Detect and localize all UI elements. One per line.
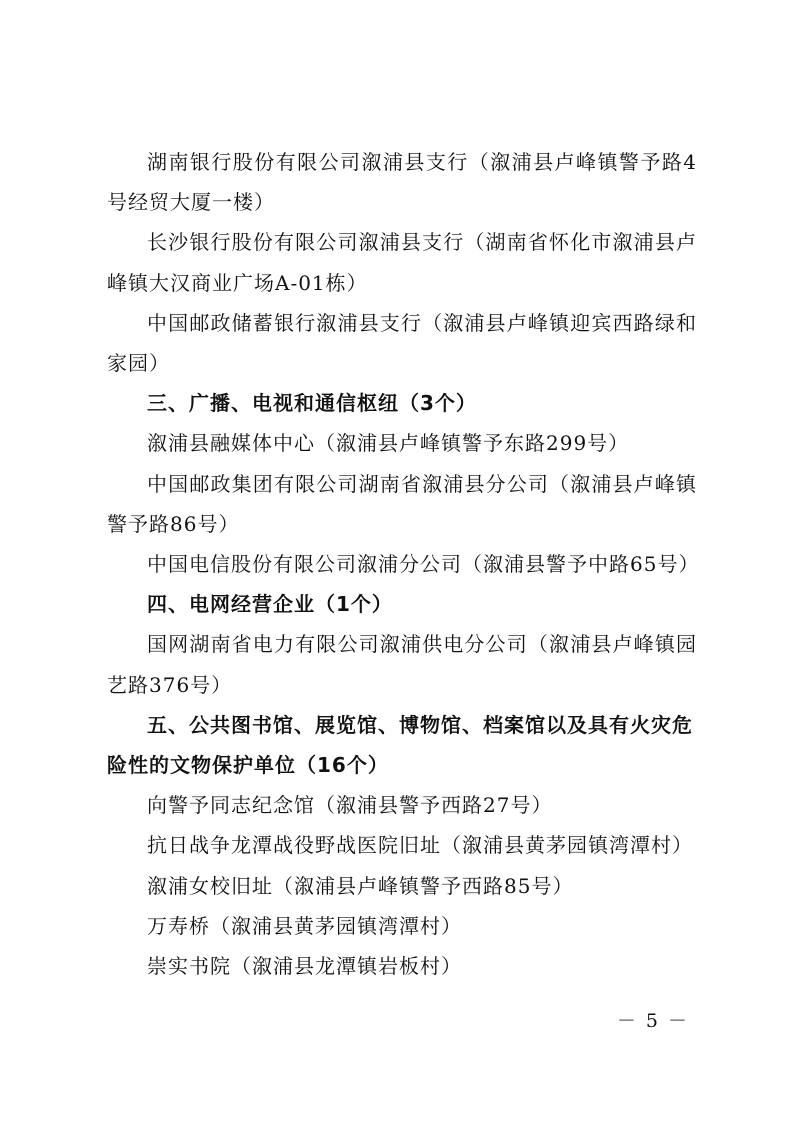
list-item-hunan-bank: 湖南银行股份有限公司溆浦县支行（溆浦县卢峰镇警予路4号经贸大厦一楼） bbox=[107, 150, 697, 215]
list-item-postal-group: 中国邮政集团有限公司湖南省溆浦县分公司（溆浦县卢峰镇警予路86号） bbox=[107, 471, 697, 536]
list-item-postal-savings-bank: 中国邮政储蓄银行溆浦县支行（溆浦县卢峰镇迎宾西路绿和家园） bbox=[107, 310, 697, 376]
list-item-chongshi-academy: 崇实书院（溆浦县龙潭镇岩板村） bbox=[147, 954, 462, 979]
document-body bbox=[107, 142, 700, 986]
list-item-china-telecom: 中国电信股份有限公司溆浦分公司（溆浦县警予中路65号） bbox=[147, 552, 700, 577]
list-item-wanshou-bridge: 万寿桥（溆浦县黄茅园镇湾潭村） bbox=[147, 913, 462, 938]
list-item-field-hospital-site: 抗日战争龙潭战役野战医院旧址（溆浦县黄茅园镇湾潭村） bbox=[147, 833, 693, 858]
page-number: － 5 － bbox=[616, 1010, 689, 1032]
list-item-changsha-bank: 长沙银行股份有限公司溆浦县支行（湖南省怀化市溆浦县卢峰镇大汉商业广场A-01栋） bbox=[107, 230, 697, 295]
section-heading-power-grid: 四、电网经营企业（1个） bbox=[147, 592, 393, 617]
list-item-state-grid: 国网湖南省电力有限公司溆浦供电分公司（溆浦县卢峰镇园艺路376号） bbox=[107, 632, 697, 697]
list-item-media-center: 溆浦县融媒体中心（溆浦县卢峰镇警予东路299号） bbox=[147, 431, 630, 456]
section-heading-broadcast: 三、广播、电视和通信枢纽（3个） bbox=[147, 391, 477, 416]
list-item-memorial-hall: 向警予同志纪念馆（溆浦县警予西路27号） bbox=[147, 793, 553, 818]
list-item-girls-school-site: 溆浦女校旧址（溆浦县卢峰镇警予西路85号） bbox=[147, 873, 574, 898]
section-heading-cultural-sites: 五、公共图书馆、展览馆、博物馆、档案馆以及具有火灾危险性的文物保护单位（16个） bbox=[107, 712, 693, 778]
